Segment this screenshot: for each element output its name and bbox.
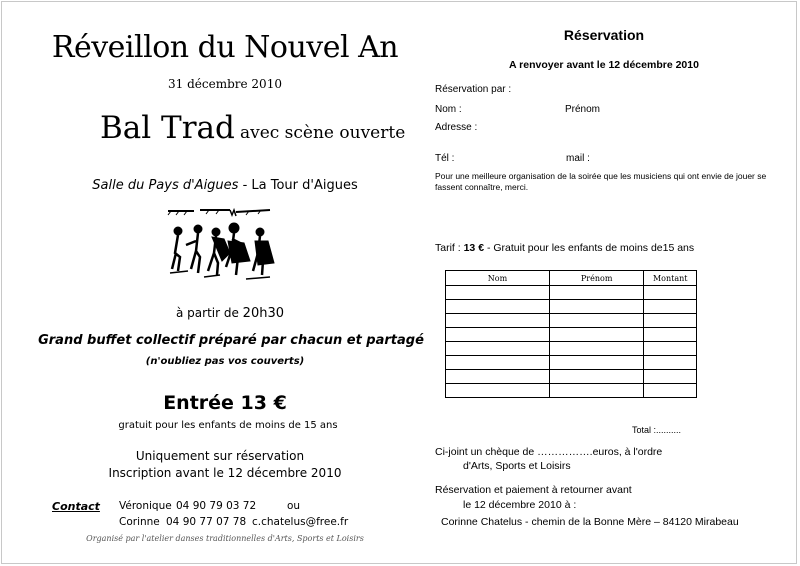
free-children-note: gratuit pour les enfants de moins de 15 ans <box>118 420 338 431</box>
table-row <box>446 370 697 384</box>
table-cell[interactable] <box>644 342 697 356</box>
tarif-rest: - Gratuit pour les enfants de moins de15 ans <box>484 242 695 254</box>
phone-label: Tél : <box>435 153 455 164</box>
table-cell[interactable] <box>446 286 550 300</box>
event-title: Réveillon du Nouvel An <box>51 30 399 65</box>
table-cell[interactable] <box>644 384 697 398</box>
firstname-label: Prénom <box>565 104 601 115</box>
cheque-line-1: Ci-joint un chèque de …………….euros, à l'ordre <box>435 446 663 458</box>
contact-1-phone: 04 90 79 03 72 <box>176 500 257 512</box>
table-row <box>446 342 697 356</box>
mail-label: mail : <box>566 153 590 164</box>
table-cell[interactable] <box>446 370 550 384</box>
table-cell[interactable] <box>446 356 550 370</box>
venue-town: - La Tour d'Aigues <box>238 178 358 193</box>
buffet-text: Grand buffet collectif préparé par chacun et partagé <box>38 333 424 348</box>
table-cell[interactable] <box>446 384 550 398</box>
bal-heading <box>100 110 405 146</box>
table-cell[interactable] <box>549 342 643 356</box>
col-header-nom: Nom <box>446 271 550 286</box>
start-time <box>176 306 284 321</box>
table-cell[interactable] <box>446 300 550 314</box>
contact-or: ou <box>287 500 301 512</box>
entry-price: Entrée 13 € <box>163 392 287 414</box>
table-row <box>446 300 697 314</box>
table-cell[interactable] <box>549 384 643 398</box>
start-time-prefix: à partir de <box>175 306 239 320</box>
table-row <box>446 384 697 398</box>
organiser-credit: Organisé par l'atelier danses traditionnelles d'Arts, Sports et Loisirs <box>86 534 364 543</box>
contact-2-name: Corinne <box>119 516 160 528</box>
musicians-note: Pour une meilleure organisation de la soirée que les musiciens qui ont envie de jouer se fassent connaître, merci. <box>435 171 767 192</box>
total-line: Total :.......... <box>632 425 682 435</box>
couverts-note: (n'oubliez pas vos couverts) <box>145 356 305 367</box>
contact-label: Contact <box>52 500 100 513</box>
start-time-value: 20h30 <box>242 306 285 321</box>
tarif-prefix: Tarif : <box>435 242 464 254</box>
reservation-by-label: Réservation par : <box>435 84 512 95</box>
table-row <box>446 286 697 300</box>
table-cell[interactable] <box>644 328 697 342</box>
table-cell[interactable] <box>446 314 550 328</box>
table-row <box>446 328 697 342</box>
tarif-line <box>435 242 694 254</box>
table-cell[interactable] <box>549 300 643 314</box>
tarif-price: 13 € <box>463 242 485 254</box>
col-header-montant: Montant <box>644 271 697 286</box>
table-cell[interactable] <box>549 286 643 300</box>
contact-2-phone: 04 90 77 07 78 <box>166 516 247 528</box>
table-cell[interactable] <box>549 356 643 370</box>
table-row <box>446 356 697 370</box>
dancers-illustration <box>160 201 285 286</box>
event-date: 31 décembre 2010 <box>168 77 282 91</box>
payment-line-2: le 12 décembre 2010 à : <box>463 499 577 511</box>
col-header-prenom: Prénom <box>549 271 643 286</box>
bal-subtitle: avec scène ouverte <box>239 123 406 143</box>
reservation-table <box>445 270 697 398</box>
reservation-only: Uniquement sur réservation <box>135 449 305 463</box>
bal-title: Bal Trad <box>100 110 235 146</box>
table-cell[interactable] <box>644 300 697 314</box>
table-header-row <box>446 271 697 286</box>
name-label: Nom : <box>435 104 462 115</box>
return-address: Corinne Chatelus - chemin de la Bonne Mère – 84120 Mirabeau <box>441 516 739 528</box>
payment-line-1: Réservation et paiement à retourner avant <box>435 484 632 496</box>
address-label: Adresse : <box>435 122 478 133</box>
contact-1-name: Véronique <box>119 500 172 512</box>
contact-2-email[interactable]: c.chatelus@free.fr <box>252 516 349 528</box>
cheque-line-2: d'Arts, Sports et Loisirs <box>463 460 571 472</box>
table-cell[interactable] <box>446 342 550 356</box>
table-cell[interactable] <box>549 328 643 342</box>
table-cell[interactable] <box>644 314 697 328</box>
form-deadline: A renvoyer avant le 12 décembre 2010 <box>509 59 699 71</box>
form-title: Réservation <box>563 27 645 43</box>
table-cell[interactable] <box>446 328 550 342</box>
registration-deadline: Inscription avant le 12 décembre 2010 <box>108 466 342 480</box>
venue <box>92 178 358 193</box>
table-cell[interactable] <box>644 286 697 300</box>
table-cell[interactable] <box>644 370 697 384</box>
table-cell[interactable] <box>549 314 643 328</box>
table-row <box>446 314 697 328</box>
venue-name: Salle du Pays d'Aigues <box>92 178 239 193</box>
table-cell[interactable] <box>644 356 697 370</box>
table-cell[interactable] <box>549 370 643 384</box>
